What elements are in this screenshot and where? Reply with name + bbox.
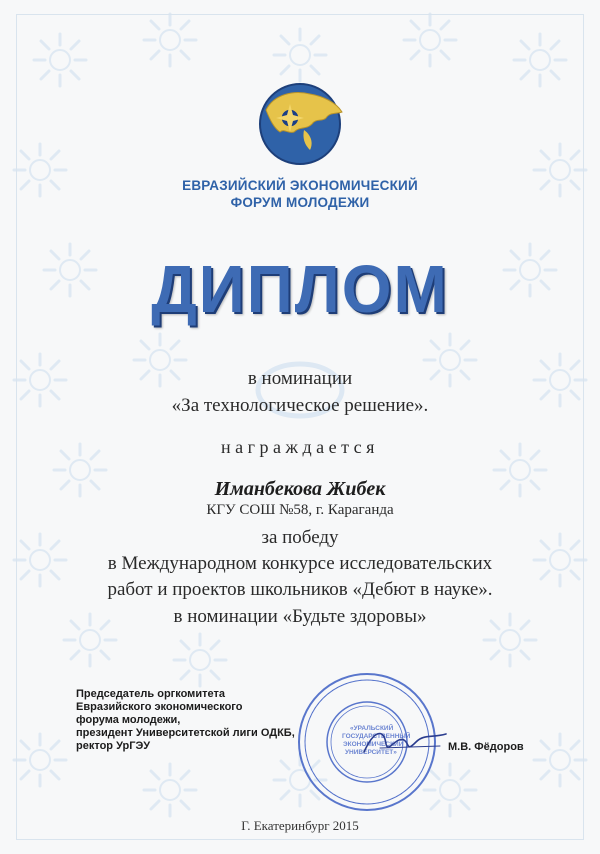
signatory-title-line: Председатель оргкомитета bbox=[76, 688, 225, 700]
signatory-title-line: ректор УрГЭУ bbox=[76, 740, 151, 752]
recipient-name: Иманбекова Жибек bbox=[214, 478, 386, 500]
organization-name-line2: ФОРУМ МОЛОДЕЖИ bbox=[230, 195, 370, 210]
signatory-title-line: форума молодежи, bbox=[76, 714, 181, 726]
organization-name-line1: ЕВРАЗИЙСКИЙ ЭКОНОМИЧЕСКИЙ bbox=[182, 178, 418, 193]
svg-text:ЭКОНОМИЧЕСКИЙ: ЭКОНОМИЧЕСКИЙ bbox=[343, 741, 404, 748]
awarded-label: награждается bbox=[221, 437, 379, 457]
reason-line1: за победу bbox=[261, 527, 339, 548]
svg-text:ГОСУДАРСТВЕННЫЙ: ГОСУДАРСТВЕННЫЙ bbox=[342, 733, 411, 740]
place-and-year: Г. Екатеринбург 2015 bbox=[241, 818, 359, 833]
svg-text:УНИВЕРСИТЕТ»: УНИВЕРСИТЕТ» bbox=[345, 749, 397, 756]
signatory-title-line: Евразийского экономического bbox=[76, 701, 243, 713]
reason-line2: в Международном конкурсе исследовательских bbox=[107, 553, 493, 574]
handwritten-signature bbox=[360, 722, 450, 762]
reason-line3: работ и проектов школьников «Дебют в науке». bbox=[107, 579, 493, 600]
nomination-title: «За технологическое решение». bbox=[171, 395, 429, 416]
nomination-intro: в номинации bbox=[247, 368, 353, 389]
svg-text:«УРАЛЬСКИЙ: «УРАЛЬСКИЙ bbox=[350, 725, 394, 732]
reason-line4: в номинации «Будьте здоровы» bbox=[173, 606, 427, 627]
recipient-school: КГУ СОШ №58, г. Караганда bbox=[206, 502, 394, 518]
signatory-name: М.В. Фёдоров bbox=[448, 741, 524, 753]
signatory-title-line: президент Университетской лиги ОДКБ, bbox=[76, 727, 295, 739]
globe-star-icon bbox=[244, 72, 356, 172]
signatory-title bbox=[76, 688, 295, 753]
document-title: ДИПЛОМ bbox=[151, 251, 449, 327]
